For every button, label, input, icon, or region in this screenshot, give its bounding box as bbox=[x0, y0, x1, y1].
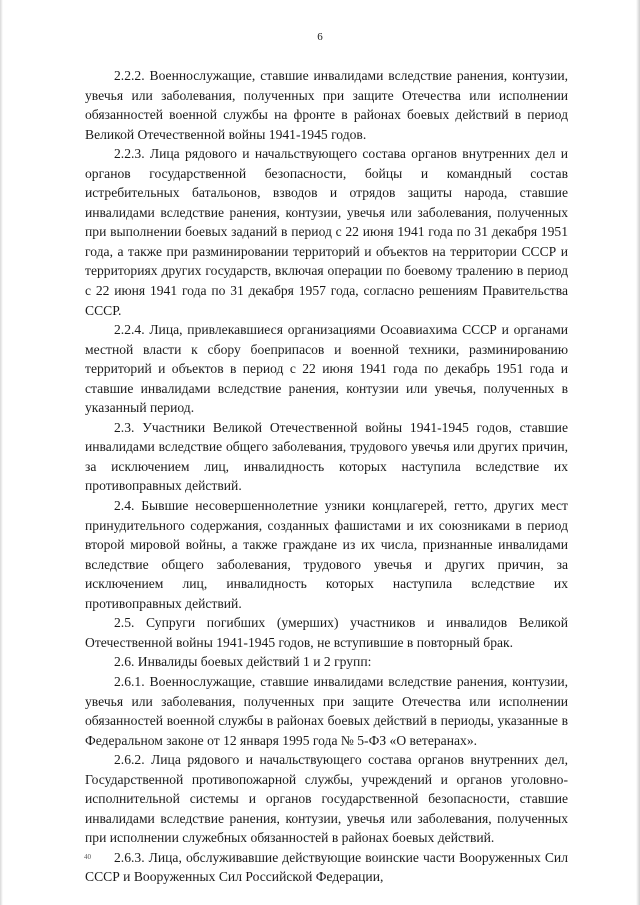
paragraph-2-6-2: 2.6.2. Лица рядового и начальствующего состава органов внутренних дел, Государственной противопожарной службы, учреждений и органов уголовно-исполнительной системы и органов государственной безопасности, ставшие инвалидами вследствие ранения, контузии, увечья или заболевания, полученных при исполнении служебных обязанностей в районах боевых действий. bbox=[85, 752, 568, 846]
paragraph-2-6: 2.6. Инвалиды боевых действий 1 и 2 групп: bbox=[114, 654, 372, 670]
paragraph-2-6-1: 2.6.1. Военнослужащие, ставшие инвалидами вследствие ранения, контузии, увечья или заболевания, полученных при защите Отечества или исполнении обязанностей военной службы в районах боевых действий в периоды, указанные в Федеральном законе от 12 января 1995 года № 5-ФЗ «О ветеранах». bbox=[85, 673, 568, 748]
page-edge-right bbox=[636, 0, 640, 905]
paragraph-2-2-4: 2.2.4. Лица, привлекавшиеся организациями Осоавиахима СССР и органами местной власти к сбору боеприпасов и военной техники, разминированию территорий и объектов в период с 22 июня 1941 года по декабрь 1951 года и ставшие инвалидами вследствие ранения, контузии или увечья, полученных в указанный период. bbox=[85, 322, 568, 416]
paragraph-2-6-3: 2.6.3. Лица, обслуживавшие действующие воинские части Вооруженных Сил СССР и Вооруженных Сил Российской Федерации, bbox=[85, 849, 568, 885]
page-edge-left bbox=[0, 0, 3, 905]
paragraph-2-2-2: 2.2.2. Военнослужащие, ставшие инвалидами вследствие ранения, контузии, увечья или заболевания, полученных при защите Отечества или исполнении обязанностей военной службы на фронте в районах боевых действий в период Великой Отечественной войны 1941-1945 годов. bbox=[85, 68, 568, 142]
paragraph-2-5: 2.5. Супруги погибших (умерших) участников и инвалидов Великой Отечественной войны 1941-1945 годов, не вступившие в повторный брак. bbox=[85, 615, 568, 650]
page-number: 6 bbox=[317, 31, 323, 43]
footer-mark: 40 bbox=[84, 853, 91, 861]
paragraph-2-4: 2.4. Бывшие несовершеннолетние узники концлагерей, гетто, других мест принудительного содержания, созданных фашистами и их союзниками в период второй мировой войны, а также граждане из их числа, признанные инвалидами вследствие общего заболевания, трудового увечья и других причин, за исключением лиц, инвалидность которых наступила вследствие их противоправных действий. bbox=[85, 498, 568, 611]
paragraph-2-3: 2.3. Участники Великой Отечественной войны 1941-1945 годов, ставшие инвалидами вследствие общего заболевания, трудового увечья или других причин, за исключением лиц, инвалидность которых наступила вследствие их противоправных действий. bbox=[85, 419, 568, 494]
paragraph-2-2-3: 2.2.3. Лица рядового и начальствующего состава органов внутренних дел и органов государственной безопасности, бойцы и командный состав истребительных батальонов, взводов и отрядов защиты народа, ставшие инвалидами вследствие ранения, контузии, увечья или заболевания, полученных при выполнении боевых заданий в период с 22 июня 1941 года по 31 декабря 1951 года, а также при разминировании территорий и объектов на территории СССР и территориях других государств, включая операции по боевому тралению в период с 22 июня 1941 года по 31 декабря 1957 года, согласно решениям Правительства СССР. bbox=[85, 146, 568, 318]
document-body bbox=[85, 66, 568, 887]
